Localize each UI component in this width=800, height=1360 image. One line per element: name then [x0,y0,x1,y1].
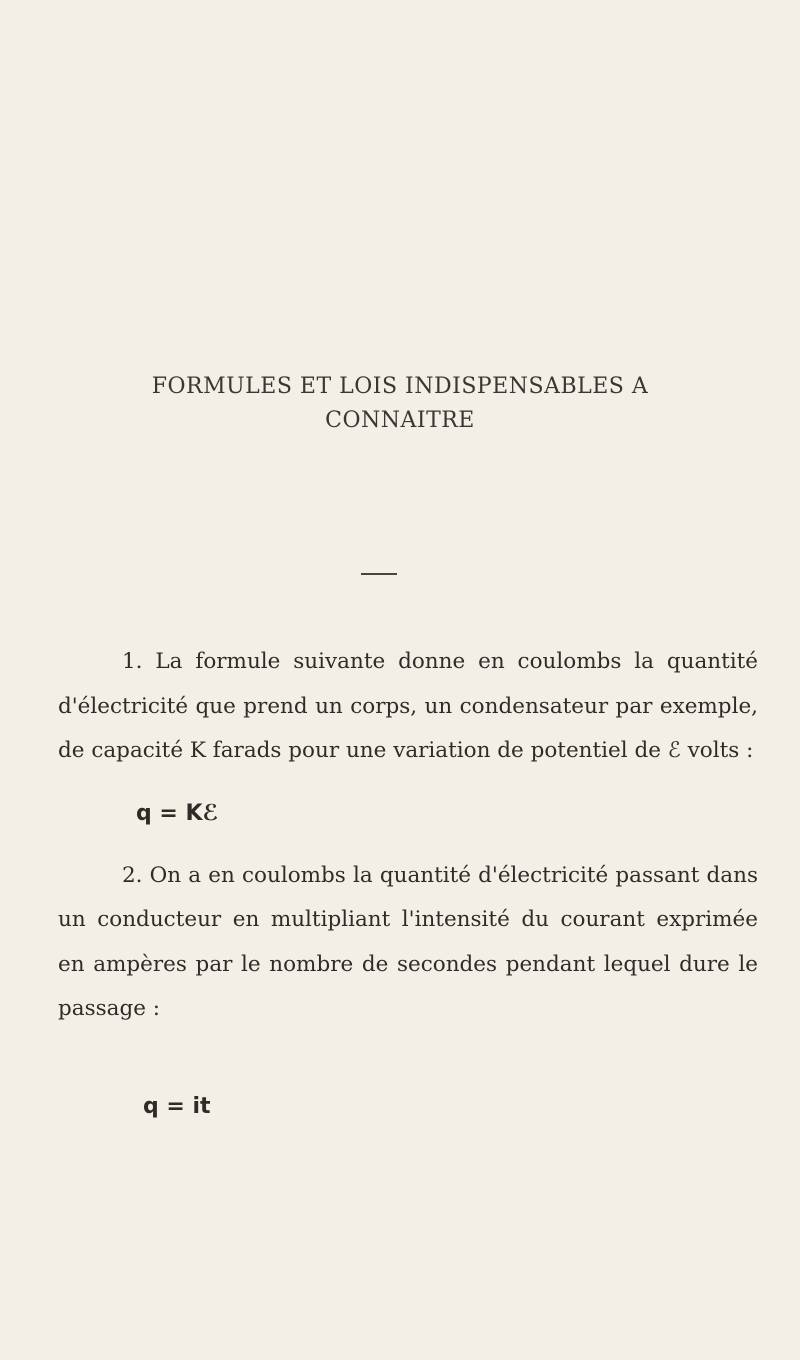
page-title-line-2: CONNAITRE [325,408,475,433]
page-title [0,370,800,438]
page-title-line-1: FORMULES ET LOIS INDISPENSABLES A [151,374,649,399]
paragraph-1: 1. La formule suivante donne en coulombs la quantité d'électricité que prend un corps, un condensateur par exemple, de capacité K farads pour une variation de potentiel de ℰ volts : [58,649,758,763]
paragraph-2: 2. On a en coulombs la quantité d'électricité passant dans un conducteur en multipliant l'intensité du courant exprimée en ampères par le nombre de secondes pendant lequel dure le passage : [58,862,758,1021]
formula-2: q = it [143,1093,211,1119]
document-body [58,640,758,1120]
section-divider [361,573,397,575]
formula-1: q = Kℰ [136,800,219,826]
